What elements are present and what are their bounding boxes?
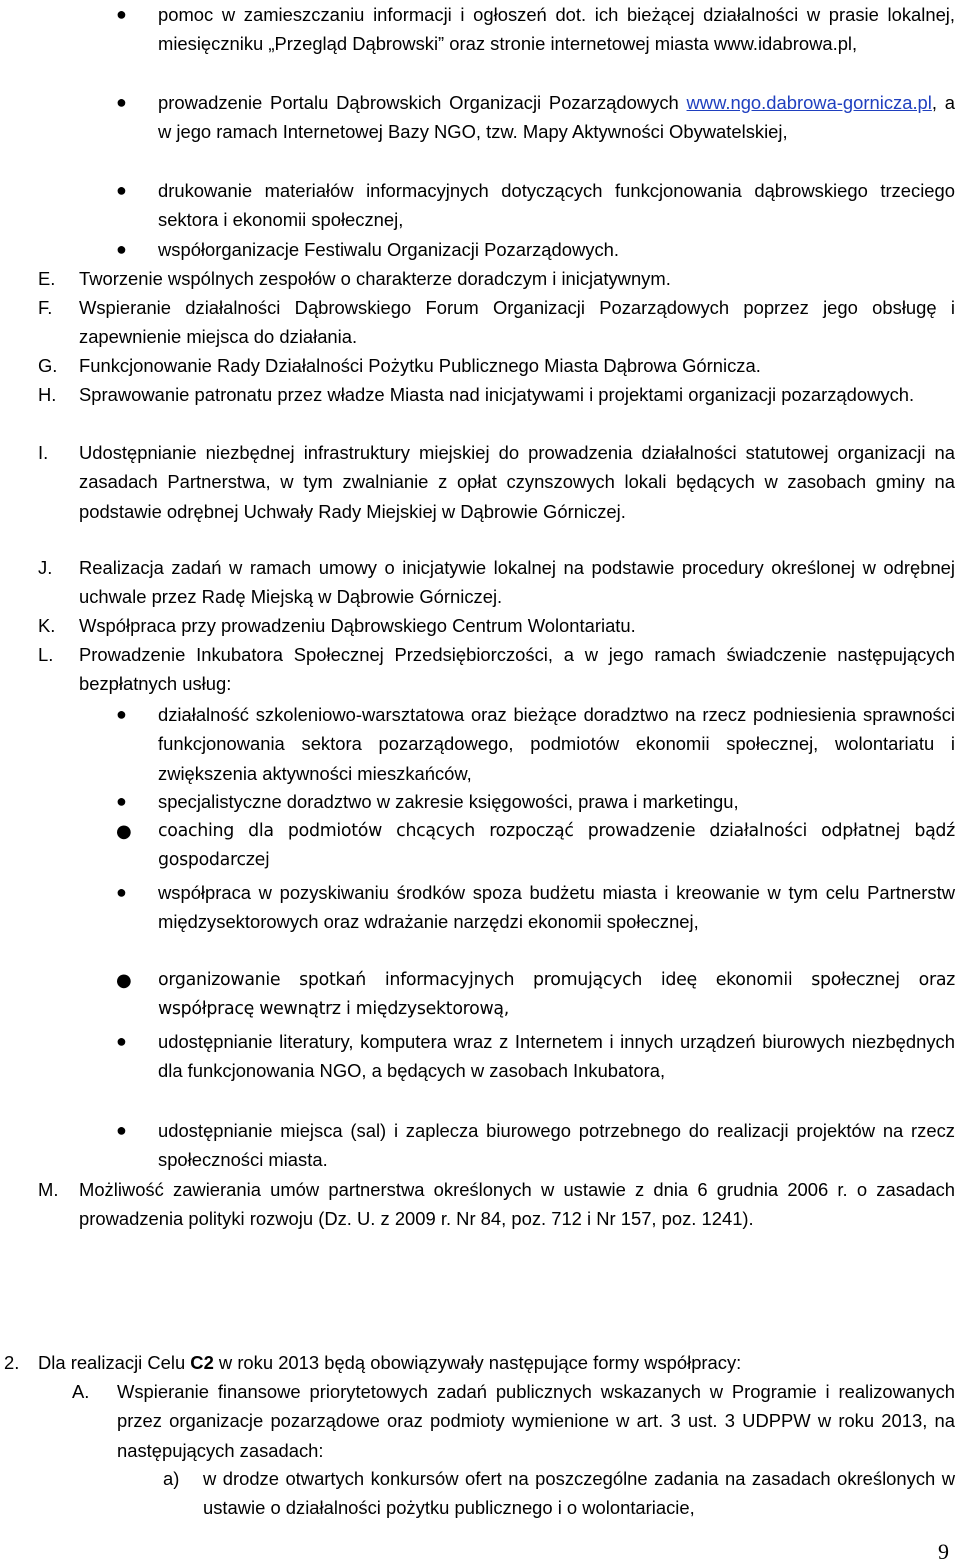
section-text-after: w roku 2013 będą obowiązywały następujące formy współpracy: [213, 1352, 742, 1373]
item-letter: a) [163, 1468, 180, 1489]
sub-bullet-coaching [116, 817, 955, 876]
item-letter: J. [38, 557, 53, 578]
bullet-text: prowadzenie Portalu Dąbrowskich Organizacji Pozarządowych [158, 92, 687, 113]
bullet-text-continued: , a w jego ramach Internetowej Bazy NGO, tzw. Mapy Aktywności Obywatelskiej, [158, 92, 955, 143]
item-f [38, 293, 955, 352]
sub-bullet-text: organizowanie spotkań informacyjnych promujących ideę ekonomii społecznej oraz współpracę wewnątrz i międzysektorową, [158, 970, 955, 1020]
item-text: Możliwość zawierania umów partnerstwa określonych w ustawie z dnia 6 grudnia 2006 r. o zasadach prowadzenia polityki rozwoju (Dz. U. z 2009 r. Nr 84, poz. 712 i Nr 157, poz. 1241). [79, 1179, 955, 1230]
item-text: Udostępnianie niezbędnej infrastruktury miejskiej do prowadzenia działalności statutowej organizacji na zasadach Partnerstwa, w tym zwalnianie z opłat czynszowych lokali będących w zasobach gminy na podstawie odrębnej Uchwały Rady Miejskiej w Dąbrowie Górniczej. [79, 442, 955, 522]
item-letter: I. [38, 442, 49, 463]
item-i [38, 438, 955, 526]
bullet-item-drukowanie [116, 176, 955, 235]
item-j [38, 553, 955, 612]
item-text: Sprawowanie patronatu przez władze Miasta nad inicjatywami i projektami organizacji pozarządowych. [79, 384, 915, 405]
sub-bullet-spotkania [116, 966, 955, 1025]
item-text: Wspieranie działalności Dąbrowskiego Forum Organizacji Pozarządowych poprzez jego obsługę i zapewnienie miejsca do działania. [79, 297, 955, 348]
item-text: Wspieranie finansowe priorytetowych zadań publicznych wskazanych w Programie i realizowanych przez organizacje pozarządowe oraz podmioty wymienione w art. 3 ust. 3 UDPPW w roku 2013, na następujących zasadach: [117, 1381, 955, 1461]
item-text: Współpraca przy prowadzeniu Dąbrowskiego Centrum Wolontariatu. [79, 615, 636, 636]
item-letter: M. [38, 1179, 59, 1200]
sub-bullet-text: współpraca w pozyskiwaniu środków spoza budżetu miasta i kreowanie w tym celu Partnerstw międzysektorowych oraz wdrażanie narzędzi ekonomii społecznej, [158, 882, 955, 933]
item-letter: A. [72, 1381, 90, 1402]
section-2 [4, 1348, 955, 1377]
item-text: Funkcjonowanie Rady Działalności Pożytku Publicznego Miasta Dąbrowa Górnicza. [79, 355, 761, 376]
item-text: w drodze otwartych konkursów ofert na poszczególne zadania na zasadach określonych w ustawie o działalności pożytku publicznego i o wolontariacie, [203, 1468, 955, 1519]
sub-bullet-text: udostępnianie literatury, komputera wraz z Internetem i innych urządzeń biurowych niezbędnych dla funkcjonowania NGO, a będących w zasobach Inkubatora, [158, 1031, 955, 1082]
sub-bullet-text: specjalistyczne doradztwo w zakresie księgowości, prawa i marketingu, [158, 791, 739, 812]
section-2-item-a [72, 1377, 955, 1465]
bullet-icon: ● [116, 821, 132, 842]
item-letter: G. [38, 355, 58, 376]
bullet-item-prasa [116, 0, 955, 59]
bullet-item-portal [116, 88, 955, 147]
item-letter: H. [38, 384, 57, 405]
bullet-item-festiwal [116, 235, 955, 264]
portal-link[interactable]: www.ngo.dabrowa-gornicza.pl [686, 92, 932, 113]
item-h [38, 380, 955, 409]
sub-bullet-text: działalność szkoleniowo-warsztatowa oraz bieżące doradztwo na rzecz podniesienia sprawności funkcjonowania sektora pozarządowego, podmiotów ekonomii społecznej, wolontariatu i zwiększenia aktywności mieszkańców, [158, 704, 955, 784]
sub-bullet-pozyskiwanie [116, 878, 955, 937]
item-k [38, 611, 955, 640]
bullet-icon: ● [116, 1120, 127, 1140]
item-text: Realizacja zadań w ramach umowy o inicjatywie lokalnej na podstawie procedury określonej w odrębnej uchwale przez Radę Miejską w Dąbrowie Górniczej. [79, 557, 955, 608]
bullet-icon: ● [116, 704, 127, 724]
item-letter: F. [38, 297, 53, 318]
bullet-icon: ● [116, 882, 127, 902]
section-number: 2. [4, 1352, 20, 1373]
section-bold-goal: C2 [190, 1352, 214, 1373]
sub-bullet-literatura [116, 1027, 955, 1086]
bullet-icon: ● [116, 180, 127, 200]
bullet-text: pomoc w zamieszczaniu informacji i ogłoszeń dot. ich bieżącej działalności w prasie lokalnej, miesięczniku „Przegląd Dąbrowski” oraz stronie internetowej miasta www.idabrowa.pl, [158, 4, 955, 55]
item-letter: L. [38, 644, 54, 665]
page-number: 9 [938, 1539, 949, 1564]
item-e [38, 264, 955, 293]
sub-bullet-szkolenia [116, 700, 955, 788]
bullet-icon: ● [116, 970, 132, 991]
item-l [38, 640, 955, 699]
item-text: Tworzenie wspólnych zespołów o charakterze doradczym i inicjatywnym. [79, 268, 671, 289]
sub-bullet-doradztwo [116, 787, 955, 816]
bullet-icon: ● [116, 1031, 127, 1051]
bullet-icon: ● [116, 239, 127, 259]
item-letter: E. [38, 268, 56, 289]
item-text: Prowadzenie Inkubatora Społecznej Przedsiębiorczości, a w jego ramach świadczenie następujących bezpłatnych usług: [79, 644, 955, 695]
sub-bullet-text: coaching dla podmiotów chcących rozpocząć prowadzenie działalności odpłatnej bądź gospodarczej [158, 821, 955, 871]
item-m [38, 1175, 955, 1234]
item-g [38, 351, 955, 380]
section-text-before: Dla realizacji Celu [38, 1352, 191, 1373]
bullet-text: drukowanie materiałów informacyjnych dotyczących funkcjonowania dąbrowskiego trzeciego sektora i ekonomii społecznej, [158, 180, 955, 231]
bullet-icon: ● [116, 791, 127, 811]
section-2-item-a-sub-a [163, 1464, 955, 1523]
bullet-icon: ● [116, 92, 127, 112]
sub-bullet-sale [116, 1116, 955, 1175]
bullet-icon: ● [116, 4, 127, 24]
bullet-text: współorganizacje Festiwalu Organizacji Pozarządowych. [158, 239, 619, 260]
sub-bullet-text: udostępnianie miejsca (sal) i zaplecza biurowego potrzebnego do realizacji projektów na rzecz społeczności miasta. [158, 1120, 955, 1171]
item-letter: K. [38, 615, 56, 636]
